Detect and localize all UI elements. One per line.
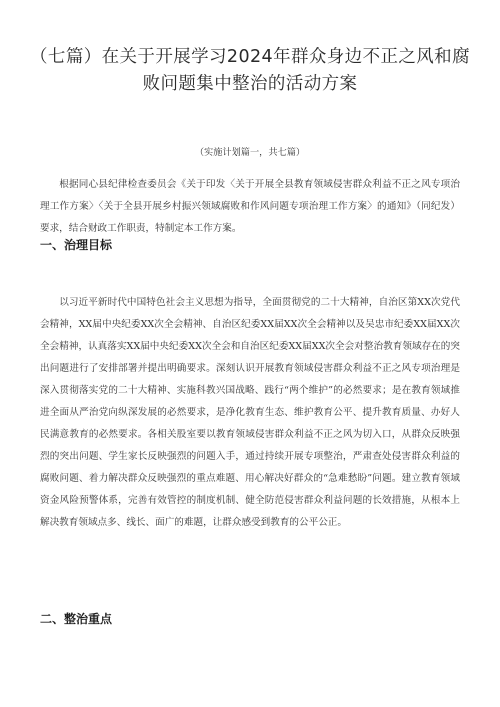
section-body-goals: 以习近平新时代中国特色社会主义思想为指导，全面贯彻党的二十大精神，自治区第XX次党代会精神，XX届中央纪委XX次全会精神、自治区纪委XX届XX次全会精神以及吴忠市纪委XX届XX次全会精神，认真落实XX届中央纪委XX次全会和自治区纪委XX届XX次全会对整治教育领域存在的突出问题进行了安排部署并提出明确要求。深刻认识开展教育领域侵害群众利益不正之风专项治理是深入贯彻落实党的二十大精神、实施科教兴国战略、践行“两个维护”的必然要求；是在教育领域推进全面从严治党向纵深发展的必然要求，是净化教育生态、维护教育公平、提升教育质量、办好人民满意教育的必然要求。各相关股室要以教育领域侵害群众利益不正之风为切入口，从群众反映强烈的突出问题、学生家长反映强烈的问题入手，通过持续开展专项整治，严肃查处侵害群众利益的腐败问题、着力解决群众反映强烈的重点难题、用心解决好群众的“急难愁盼”问题。建立教育领域资金风险预警体系，完善有效管控的制度机制、健全防范侵害群众利益问题的长效措施，从根本上解决教育领域点多、线长、面广的难题，让群众感受到教育的公平公正。: [40, 297, 460, 528]
intro-paragraph: 根据同心县纪律检查委员会《关于印发〈关于开展全县教育领域侵害群众利益不正之风专项治理工作方案〉〈关于全县开展乡村振兴领域腐败和作风问题专项治理工作方案〉的通知》（同纪发）要求，结合财政工作职责，特制定本工作方案。: [40, 179, 460, 234]
section-heading-focus: 二、整治重点: [40, 612, 113, 626]
document-subtitle: （实施计划篇一，共七篇）: [194, 147, 306, 158]
section-heading-goals: 一、治理目标: [40, 238, 113, 252]
document-title: （七篇）在关于开展学习2024年群众身边不正之风和腐败问题集中整治的活动方案: [30, 47, 470, 94]
